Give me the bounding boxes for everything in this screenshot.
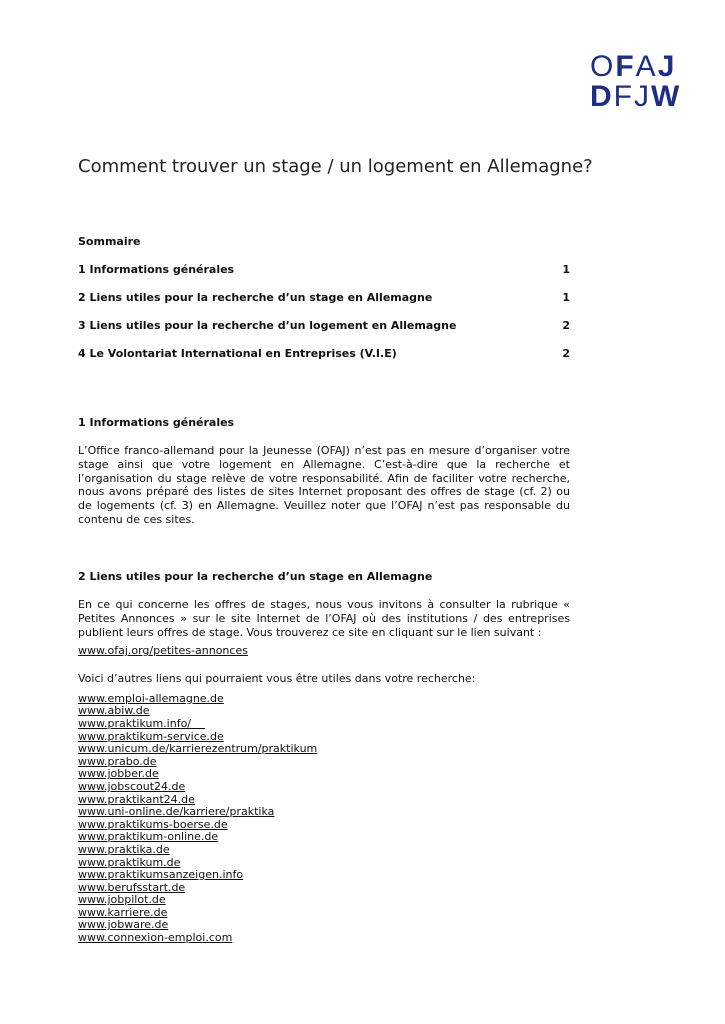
page-title: Comment trouver un stage / un logement en Allemagne?	[78, 156, 593, 177]
section-body: L’Office franco-allemand pour la Jeunesse (OFAJ) n’est pas en mesure d’organiser votre stage ainsi que votre logement en Allemagne. C’est-à-dire que la recherche et l’organisation du stage relève de votre responsabilité. Afin de faciliter votre recherche, nous avons préparé des listes de sites Internet proposant des offres de stage (cf. 2) ou de logements (cf. 3) en Allemagne. Veuillez noter que l’OFAJ n’est pas responsable du contenu de ces sites.	[78, 444, 570, 526]
list-item-link[interactable]: www.praktikum-online.de	[78, 830, 219, 844]
logo-row-ofaj	[590, 52, 685, 82]
toc-item[interactable]	[78, 291, 570, 319]
toc-item-page: 2	[562, 319, 570, 332]
logo-row-dfjw	[590, 82, 685, 112]
section-heading: 1 Informations générales	[78, 416, 235, 429]
section-intro: En ce qui concerne les offres de stages, nous vous invitons à consulter la rubrique « Petites Annonces » sur le site Internet de l’OFAJ où des institutions / des entreprises publient leurs offres de stage. Vous trouverez ce site en cliquant sur le lien suivant :	[78, 598, 570, 639]
list-item-link[interactable]: www.praktikums-boerse.de	[78, 817, 228, 831]
logo-letter: D	[590, 80, 614, 113]
other-links-intro: Voici d’autres liens qui pourraient vous être utiles dans votre recherche:	[78, 671, 476, 685]
list-item-link[interactable]: www.jobpilot.de	[78, 893, 166, 907]
logo-letter: F	[615, 50, 636, 83]
ofaj-dfjw-logo	[590, 52, 685, 112]
list-item-link[interactable]: www.praktikum.info/	[78, 716, 205, 730]
section-heading: 2 Liens utiles pour la recherche d’un stage en Allemagne	[78, 570, 433, 583]
toc-item-page: 2	[562, 347, 570, 360]
logo-letter: F	[613, 80, 634, 113]
toc-item[interactable]	[78, 319, 570, 347]
list-item-link[interactable]: www.uni-online.de/karriere/praktika	[78, 805, 275, 819]
toc-item-page: 1	[562, 291, 570, 304]
toc-heading: Sommaire	[78, 235, 141, 248]
toc-item[interactable]	[78, 347, 570, 375]
list-item-link[interactable]: www.praktikum-service.de	[78, 729, 224, 743]
list-item-link[interactable]: www.jobscout24.de	[78, 779, 186, 793]
toc-item-page: 1	[562, 263, 570, 276]
logo-letter: A	[635, 50, 658, 83]
section-liens-stage	[78, 570, 570, 945]
petites-annonces-link[interactable]: www.ofaj.org/petites-annonces	[78, 644, 248, 658]
list-item-link[interactable]: www.jobware.de	[78, 918, 169, 932]
logo-letter: J	[634, 80, 651, 113]
toc-item-label: 1 Informations générales	[78, 263, 235, 276]
list-item-link[interactable]: www.abiw.de	[78, 704, 150, 718]
list-item-link[interactable]: www.unicum.de/karrierezentrum/praktikum	[78, 742, 318, 756]
toc-item[interactable]	[78, 263, 570, 291]
logo-letter: J	[657, 50, 677, 83]
list-item-link[interactable]: www.berufsstart.de	[78, 880, 186, 894]
logo-letter: O	[590, 50, 616, 83]
toc-item-label: 2 Liens utiles pour la recherche d’un stage en Allemagne	[78, 291, 433, 304]
list-item-link[interactable]: www.praktikant24.de	[78, 792, 195, 806]
section-informations-generales	[78, 416, 570, 527]
toc-item-label: 4 Le Volontariat International en Entreprises (V.I.E)	[78, 347, 397, 360]
toc-item-label: 3 Liens utiles pour la recherche d’un logement en Allemagne	[78, 319, 457, 332]
links-list	[78, 693, 570, 945]
list-item-link[interactable]: www.praktikum.de	[78, 855, 181, 869]
list-item-link[interactable]: www.connexion-emploi.com	[78, 931, 233, 945]
list-item-link[interactable]: www.praktikumsanzeigen.info	[78, 868, 244, 882]
table-of-contents	[78, 263, 570, 375]
list-item-link[interactable]: www.jobber.de	[78, 767, 159, 781]
list-item-link[interactable]: www.prabo.de	[78, 754, 157, 768]
list-item-link[interactable]: www.emploi-allemagne.de	[78, 691, 224, 705]
list-item-link[interactable]: www.praktika.de	[78, 842, 170, 856]
logo-letter: W	[651, 80, 682, 113]
list-item-link[interactable]: www.karriere.de	[78, 905, 168, 919]
